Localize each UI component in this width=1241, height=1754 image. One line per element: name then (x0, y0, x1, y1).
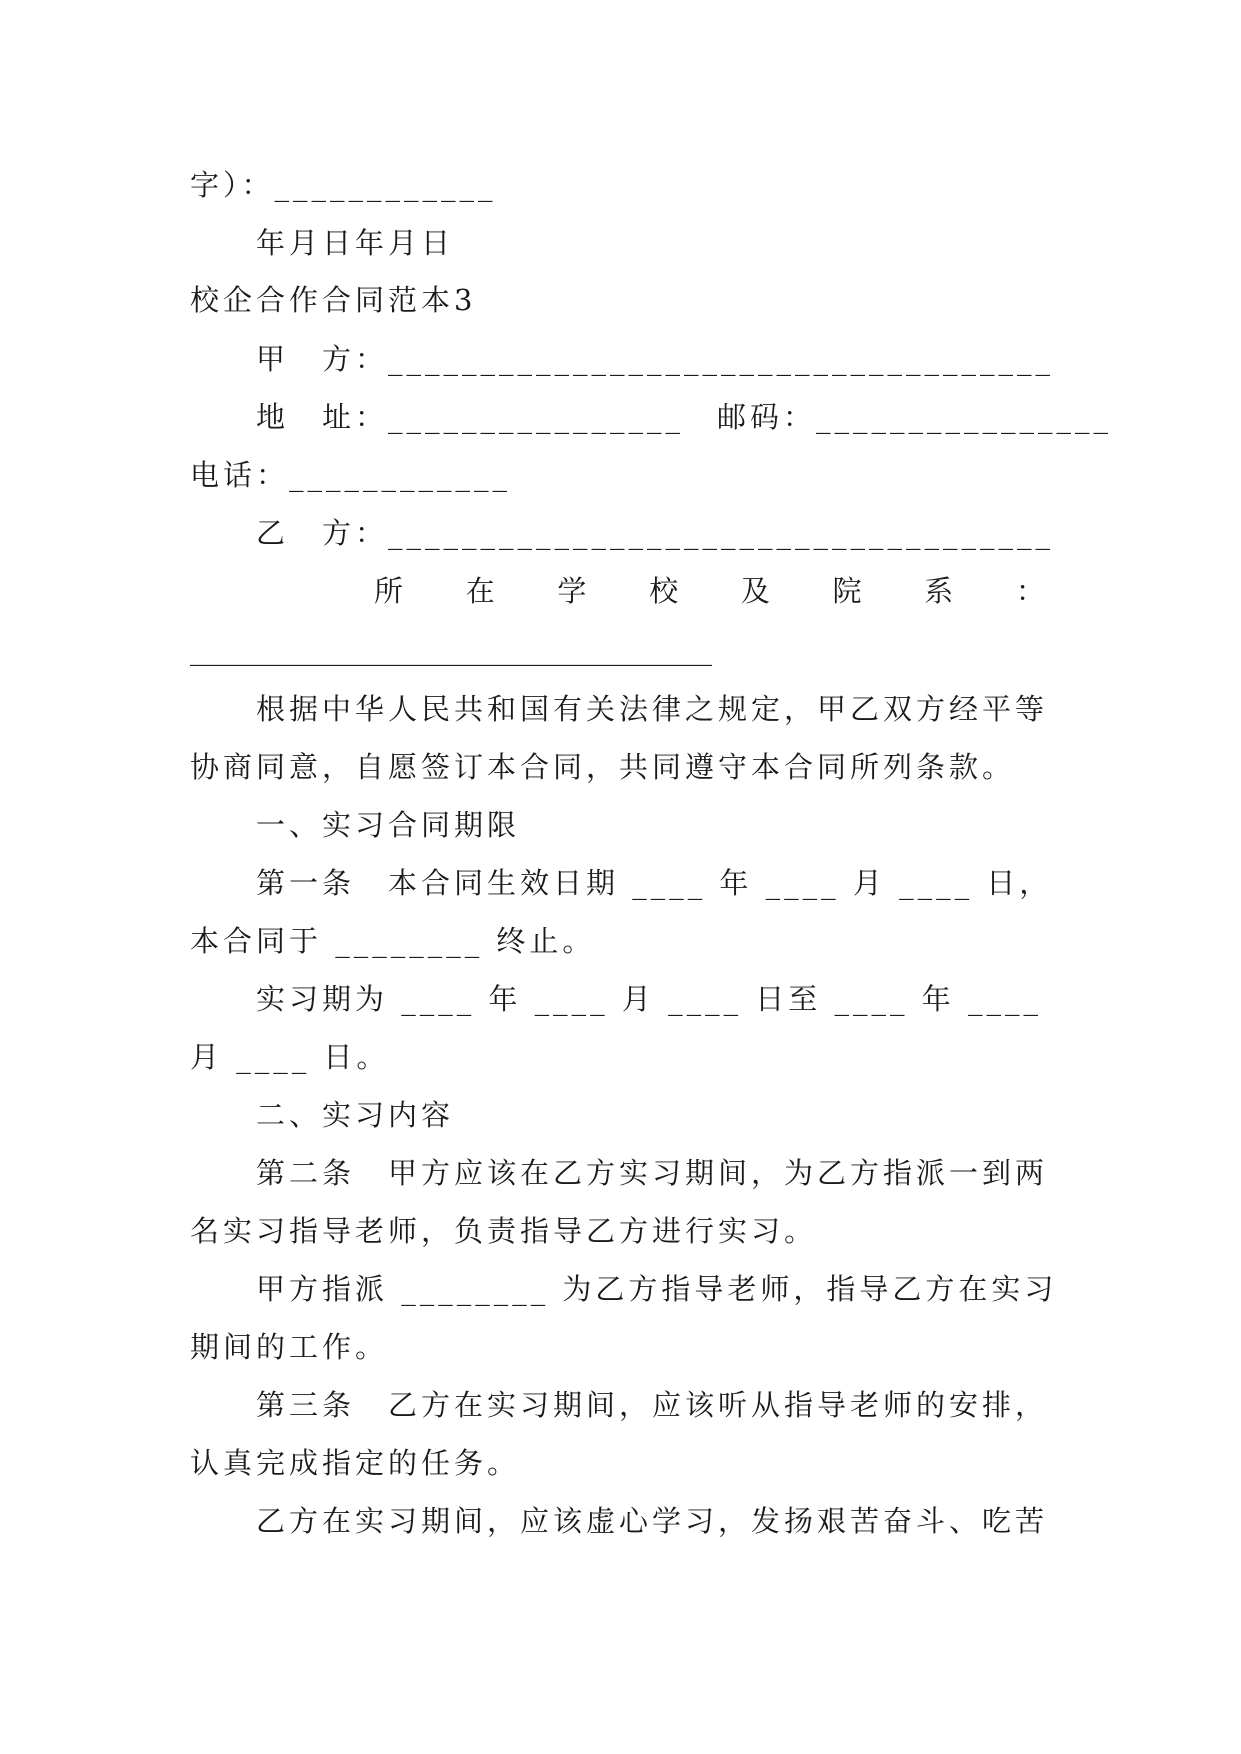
paragraph-line: 甲方指派 ________ 为乙方指导老师，指导乙方在实习 (256, 1272, 1058, 1306)
text-line: 字）：____________ (190, 168, 497, 202)
school-fill-line: ____________________________________ (190, 632, 712, 666)
paragraph-line: 乙方在实习期间，应该虚心学习，发扬艰苦奋斗、吃苦 (256, 1504, 1049, 1538)
section-heading: 一、实习合同期限 (256, 808, 521, 842)
paragraph-line: 第三条 乙方在实习期间，应该听从指导老师的安排， (256, 1388, 1049, 1422)
paragraph-line: 本合同于 ________ 终止。 (190, 924, 596, 958)
doc-title: 校企合作合同范本3 (190, 283, 477, 317)
paragraph-line: 期间的工作。 (190, 1330, 389, 1364)
phone-line: 电话：____________ (190, 458, 512, 492)
paragraph-line: 协商同意，自愿签订本合同，共同遵守本合同所列条款。 (190, 750, 1016, 784)
paragraph-line: 第二条 甲方应该在乙方实习期间，为乙方指派一到两 (256, 1156, 1049, 1190)
paragraph-line: 实习期为 ____ 年 ____ 月 ____ 日至 ____ 年 ____ (256, 982, 1042, 1016)
section-heading: 二、实习内容 (256, 1098, 455, 1132)
paragraph-line: 根据中华人民共和国有关法律之规定，甲乙双方经平等 (256, 692, 1049, 726)
paragraph-line: 认真完成指定的任务。 (190, 1446, 521, 1480)
address-line: 地 址：________________ 邮码：________________ (256, 400, 1113, 434)
party-a-line: 甲 方：____________________________________ (256, 342, 1055, 376)
party-b-line: 乙 方：____________________________________ (256, 516, 1055, 550)
school-line: 所 在 学 校 及 院 系 ： (374, 574, 1045, 608)
paragraph-line: 月 ____ 日。 (190, 1040, 390, 1074)
paragraph-line: 第一条 本合同生效日期 ____ 年 ____ 月 ____ 日， (256, 866, 1053, 900)
text-line: 年月日年月日 (256, 226, 455, 260)
paragraph-line: 名实习指导老师，负责指导乙方进行实习。 (190, 1214, 818, 1248)
